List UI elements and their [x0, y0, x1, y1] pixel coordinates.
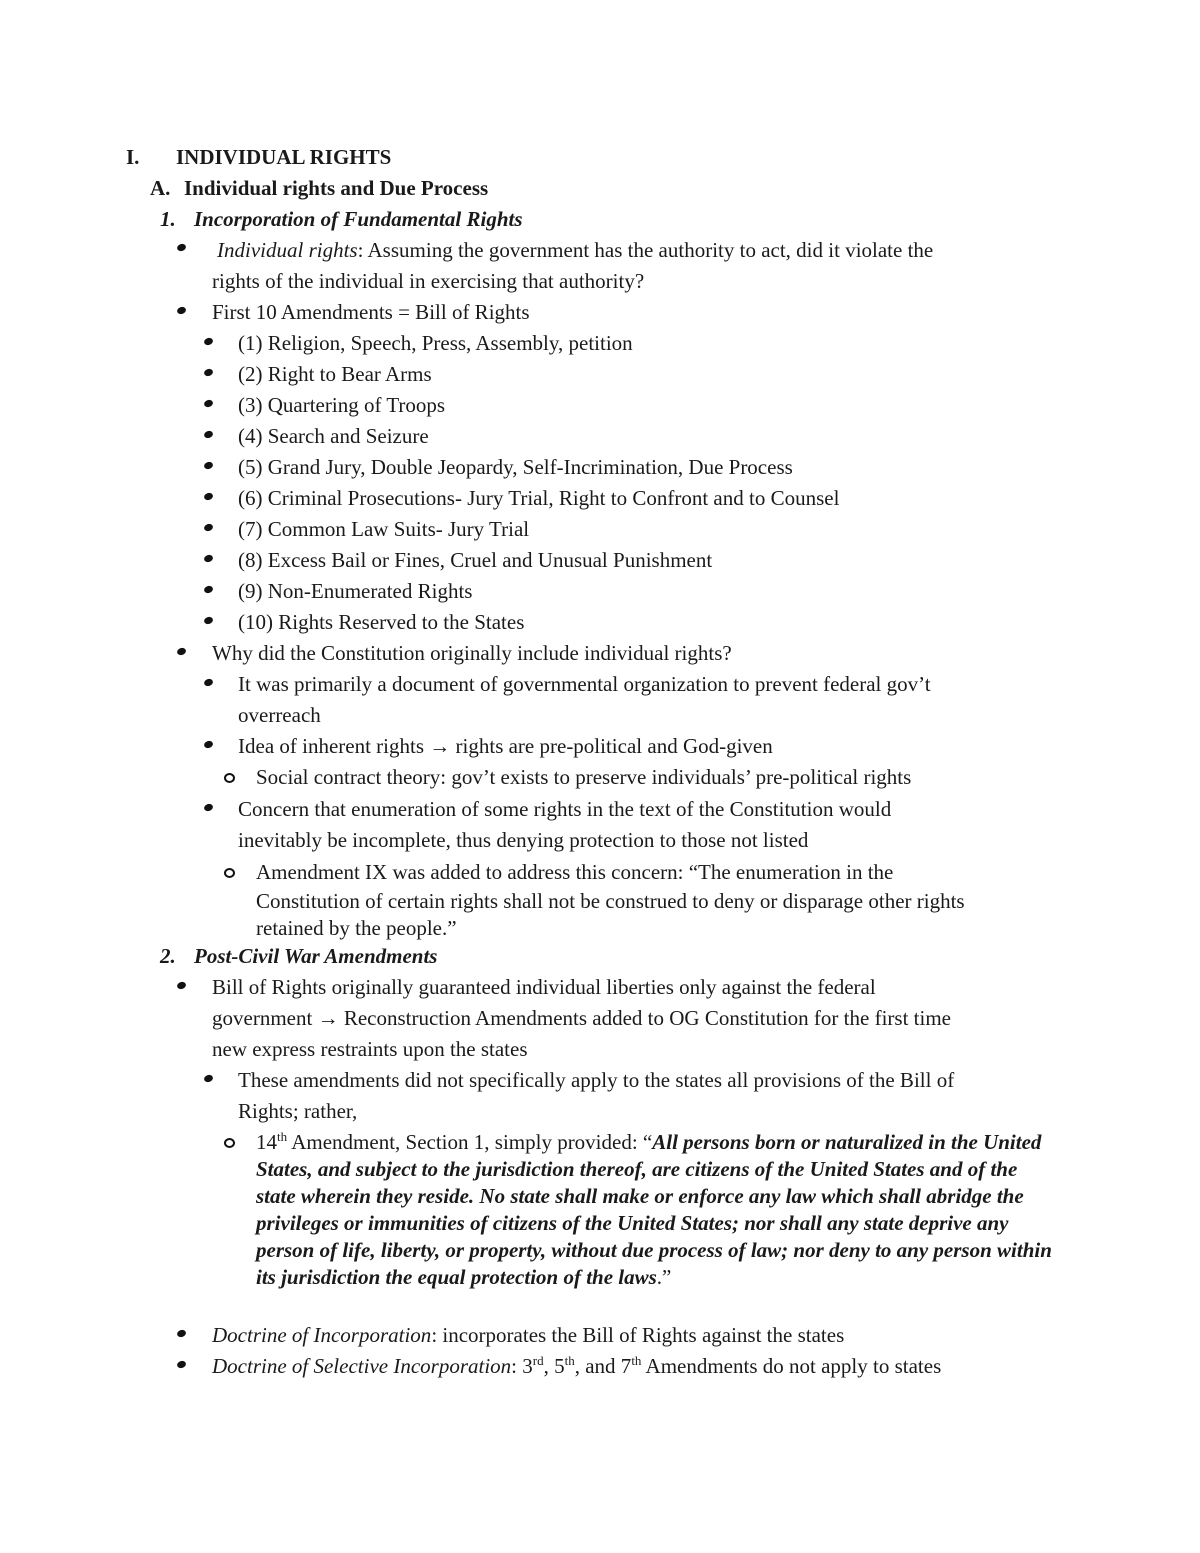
why-point-2-a: Idea of inherent rights [238, 734, 430, 758]
bullet-icon [203, 523, 214, 533]
individual-rights-text: : Assuming the government has the authority to act, did it violate the [357, 238, 934, 262]
amendment-ix-point-cont: Constitution of certain rights shall not be construed to deny or disparage other rights [256, 889, 965, 913]
section-title: INDIVIDUAL RIGHTS [176, 145, 392, 169]
pcw-point-1: Bill of Rights originally guaranteed individual liberties only against the federal [212, 975, 876, 999]
bullet-icon [203, 461, 214, 471]
bullet-icon [203, 740, 214, 750]
doctrine-selective-incorporation [212, 1351, 941, 1382]
bullet-icon [203, 337, 214, 347]
amendment-item: (7) Common Law Suits- Jury Trial [238, 517, 530, 541]
why-point-1: It was primarily a document of governmental organization to prevent federal gov’t [238, 672, 931, 696]
right-arrow-icon: → [317, 1006, 339, 1030]
amendment-item: (1) Religion, Speech, Press, Assembly, petition [238, 331, 633, 355]
bullet-icon [176, 243, 187, 253]
bullet-icon [203, 678, 214, 688]
amendment-ix-point: Amendment IX was added to address this concern: “The enumeration in the [256, 860, 894, 884]
bullet-icon [203, 399, 214, 409]
amendment-item: (4) Search and Seizure [238, 424, 429, 448]
why-point-2 [238, 731, 773, 762]
bullet-icon [203, 585, 214, 595]
bill-of-rights-heading: First 10 Amendments = Bill of Rights [212, 300, 530, 324]
sup-th: th [631, 1353, 642, 1368]
amendment-item: (3) Quartering of Troops [238, 393, 446, 417]
pcw-text-b: Reconstruction Amendments added to OG Constitution for the first time [338, 1006, 951, 1030]
bullet-icon [176, 1360, 187, 1370]
a14-number: 14 [256, 1130, 277, 1154]
bullet-icon [203, 368, 214, 378]
topic-2-title: Post-Civil War Amendments [194, 944, 438, 968]
why-heading: Why did the Constitution originally include individual rights? [212, 641, 732, 665]
topic-2-number: 2. [160, 944, 176, 968]
bullet-icon [203, 430, 214, 440]
sel-t2: , 5 [543, 1354, 565, 1378]
sel-t3: , and 7 [574, 1354, 632, 1378]
sup-rd: rd [532, 1353, 544, 1368]
a14-lead: Amendment, Section 1, simply provided: “ [287, 1130, 653, 1154]
bullet-icon [176, 981, 187, 991]
section-numeral: I. [126, 145, 140, 169]
circle-bullet-icon [224, 773, 235, 783]
amendment-item: (6) Criminal Prosecutions- Jury Trial, Right to Confront and to Counsel [238, 486, 840, 510]
bullet-icon [176, 1329, 187, 1339]
a14-quote-text: All persons born or naturalized in the United States, and subject to the jurisdiction thereof, are citizens of the United States and of the state wherein they reside. No state shall make or enforce any law which shall abridge the privileges or immunities of citizens of the United States; nor shall any state deprive any person of life, liberty, or property, without due process of law; nor deny to any person within its jurisdiction the equal protection of the laws [256, 1130, 1052, 1289]
why-point-3: Concern that enumeration of some rights in the text of the Constitution would [238, 797, 892, 821]
pcw-subpoint: These amendments did not specifically apply to the states all provisions of the Bill of [238, 1068, 955, 1092]
why-point-2-b: rights are pre-political and God-given [450, 734, 773, 758]
bullet-icon [203, 554, 214, 564]
doctrine-incorporation-term: Doctrine of Incorporation [212, 1323, 432, 1347]
subsection-title: Individual rights and Due Process [184, 176, 489, 200]
pcw-point-1-cont: new express restraints upon the states [212, 1037, 528, 1061]
why-point-3-cont: inevitably be incomplete, thus denying protection to those not listed [238, 828, 809, 852]
why-point-1-cont: overreach [238, 703, 321, 727]
doctrine-selective-term: Doctrine of Selective Incorporation [212, 1354, 512, 1378]
individual-rights-term: Individual rights [217, 238, 358, 262]
topic-1-title: Incorporation of Fundamental Rights [194, 207, 523, 231]
amendment-ix-point-cont: retained by the people.” [256, 916, 457, 940]
bullet-icon [176, 647, 187, 657]
subsection-letter: A. [150, 176, 171, 200]
bullet-icon [203, 616, 214, 626]
bullet-icon [203, 803, 214, 813]
bullet-icon [176, 306, 187, 316]
right-arrow-icon: → [429, 734, 451, 758]
individual-rights-line [217, 235, 933, 266]
bullet-icon [203, 492, 214, 502]
pcw-subpoint-cont: Rights; rather, [238, 1099, 358, 1123]
doctrine-incorporation [212, 1320, 844, 1351]
a14-end: .” [656, 1265, 672, 1289]
amendment-item: (5) Grand Jury, Double Jeopardy, Self-Incrimination, Due Process [238, 455, 793, 479]
circle-bullet-icon [224, 868, 235, 878]
amendment-item: (10) Rights Reserved to the States [238, 610, 525, 634]
sup-th: th [564, 1353, 575, 1368]
pcw-text-a: government [212, 1006, 318, 1030]
pcw-point-1-cont [212, 1003, 951, 1034]
amendment-item: (8) Excess Bail or Fines, Cruel and Unusual Punishment [238, 548, 713, 572]
circle-bullet-icon [224, 1138, 235, 1148]
social-contract-point: Social contract theory: gov’t exists to preserve individuals’ pre-political rights [256, 765, 912, 789]
sel-t1: : 3 [511, 1354, 533, 1378]
topic-1-number: 1. [160, 207, 176, 231]
a14-sup: th [277, 1129, 288, 1144]
fourteenth-amendment-quote [256, 1129, 1056, 1291]
individual-rights-line-2: rights of the individual in exercising that authority? [212, 269, 645, 293]
amendment-item: (9) Non-Enumerated Rights [238, 579, 473, 603]
bullet-icon [203, 1074, 214, 1084]
amendment-item: (2) Right to Bear Arms [238, 362, 432, 386]
doctrine-incorporation-text: : incorporates the Bill of Rights against the states [431, 1323, 845, 1347]
sel-t4: Amendments do not apply to states [641, 1354, 942, 1378]
